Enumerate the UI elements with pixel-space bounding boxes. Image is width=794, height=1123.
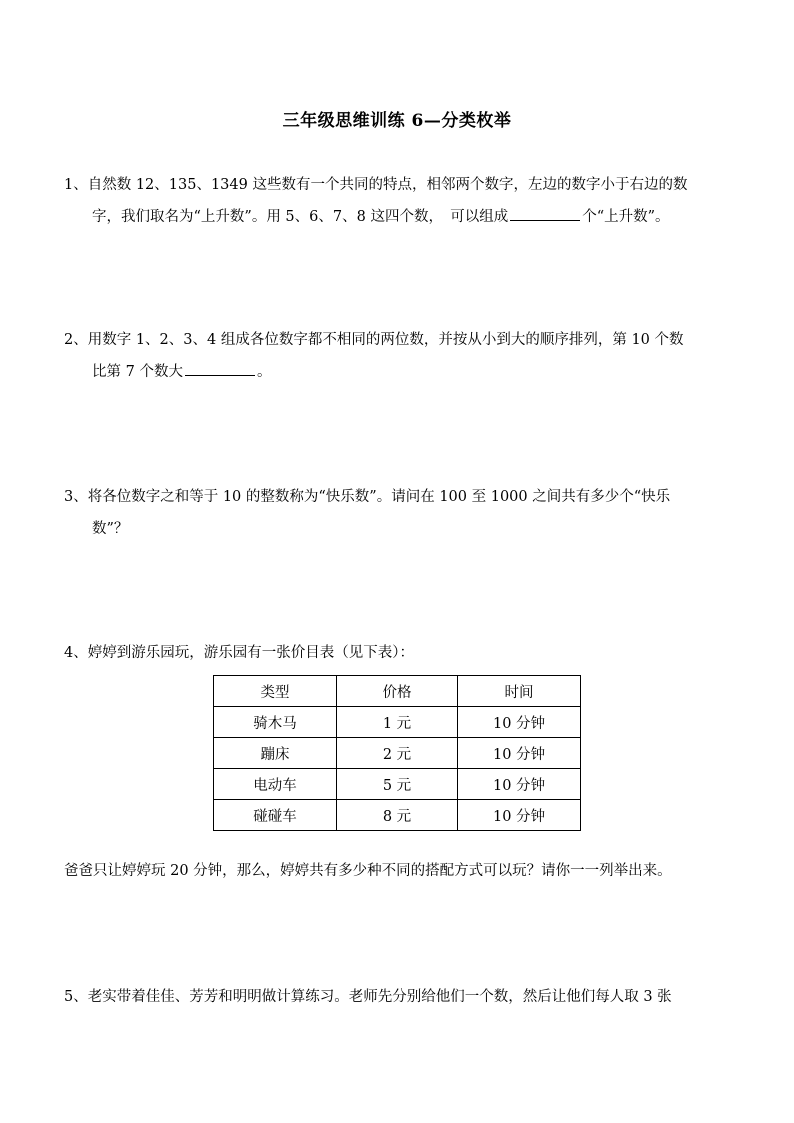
question-1-text-before-blank: 字，我们取名为“上升数”。用 5、6、7、8 这四个数， 可以组成 [92, 209, 509, 225]
cell-type: 碰碰车 [214, 800, 337, 831]
question-2-text-before-blank: 比第 7 个数大 [92, 364, 183, 380]
question-5: 5、老实带着佳佳、芳芳和明明做计算练习。老师先分别给他们一个数，然后让他们每人取 3 张 [64, 989, 672, 1005]
table-row [214, 800, 581, 831]
header-time: 时间 [458, 676, 581, 707]
cell-price: 1 元 [337, 707, 458, 738]
table-header-row [214, 676, 581, 707]
question-3-line-2: 数”？ [92, 521, 129, 537]
question-1-text-after-blank: 个“上升数”。 [582, 209, 670, 225]
cell-type: 蹦床 [214, 738, 337, 769]
cell-time: 10 分钟 [458, 769, 581, 800]
question-1-line-1: 1、自然数 12、135、1349 这些数有一个共同的特点，相邻两个数字，左边的数字小于右边的数 [64, 177, 688, 193]
question-1 [64, 169, 738, 233]
cell-type: 电动车 [214, 769, 337, 800]
question-4-question: 爸爸只让婷婷玩 20 分钟，那么，婷婷共有多少种不同的搭配方式可以玩？请你一一列举出来。 [64, 863, 672, 879]
cell-type: 骑木马 [214, 707, 337, 738]
cell-price: 8 元 [337, 800, 458, 831]
cell-price: 2 元 [337, 738, 458, 769]
cell-price: 5 元 [337, 769, 458, 800]
cell-time: 10 分钟 [458, 738, 581, 769]
question-3-line-1: 3、将各位数字之和等于 10 的整数称为“快乐数”。请问在 100 至 1000 之间共有多少个“快乐 [64, 489, 671, 505]
page-title: 三年级思维训练 6—分类枚举 [282, 111, 512, 131]
table-row [214, 738, 581, 769]
cell-time: 10 分钟 [458, 707, 581, 738]
header-price: 价格 [337, 676, 458, 707]
answer-blank-1[interactable] [510, 205, 580, 221]
table-row [214, 707, 581, 738]
answer-blank-2[interactable] [185, 360, 255, 376]
question-2 [64, 324, 738, 388]
question-2-text-after-blank: 。 [256, 364, 272, 380]
question-3 [64, 481, 738, 545]
question-4-intro: 4、婷婷到游乐园玩，游乐园有一张价目表（见下表）： [64, 645, 414, 661]
question-2-line-2 [64, 356, 738, 388]
question-1-line-2 [64, 201, 738, 233]
header-type: 类型 [214, 676, 337, 707]
table-row [214, 769, 581, 800]
cell-time: 10 分钟 [458, 800, 581, 831]
price-table [213, 675, 581, 831]
question-2-line-1: 2、用数字 1、2、3、4 组成各位数字都不相同的两位数，并按从小到大的顺序排列，第 10 个数 [64, 332, 684, 348]
